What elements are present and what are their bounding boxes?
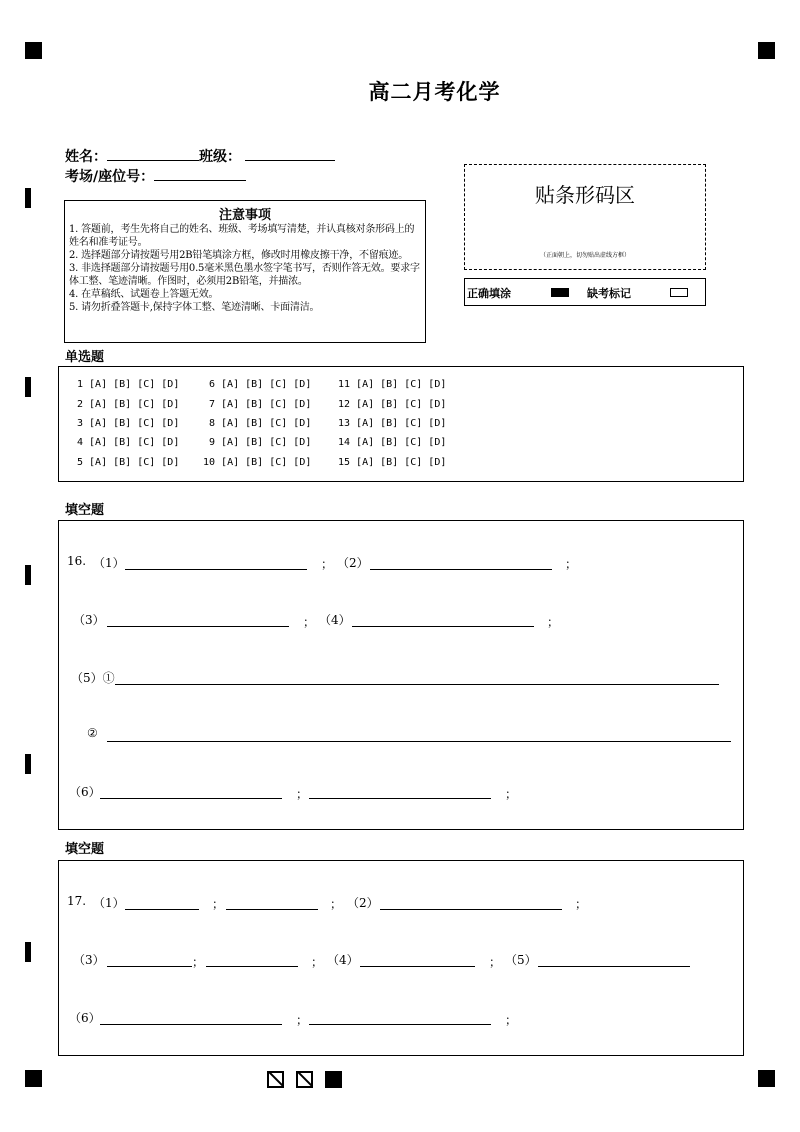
notice-item: 5. 请勿折叠答题卡,保持字体工整、笔迹清晰、卡面清洁。	[69, 302, 320, 313]
name-row	[65, 146, 335, 166]
q17-part3b-line[interactable]	[206, 966, 298, 967]
q16-answer-box	[58, 520, 744, 830]
correct-fill-label: 正确填涂	[467, 287, 511, 300]
q16-part5b-line[interactable]	[107, 741, 731, 742]
q17-part5-label: （5）	[505, 953, 537, 967]
corner-mark-top-right	[758, 42, 775, 59]
q16-part3-line[interactable]	[107, 626, 289, 627]
choice-row[interactable]: 9 [A] [B] [C] [D]	[209, 437, 312, 448]
semicolon: ；	[547, 615, 560, 629]
q17-answer-box	[58, 860, 744, 1056]
corner-mark-bottom-right	[758, 1070, 775, 1087]
choice-row[interactable]: 15 [A] [B] [C] [D]	[338, 457, 447, 468]
single-choice-box	[58, 366, 744, 482]
q17-part1-label: （1）	[93, 896, 125, 910]
single-choice-title: 单选题	[65, 350, 105, 365]
choice-row[interactable]: 3 [A] [B] [C] [D]	[77, 418, 180, 429]
choice-row[interactable]: 5 [A] [B] [C] [D]	[77, 457, 180, 468]
q16-section-title: 填空题	[65, 503, 105, 518]
correct-fill-sample	[551, 288, 569, 297]
notice-item: 3. 非选择题部分请按题号用0.5毫米黑色墨水签字笔书写，否则作答无效。要求字体工整、笔迹清晰。作图时，必须用2B铅笔，并描浓。	[69, 263, 420, 287]
page-title: 高二月考化学	[368, 80, 501, 104]
q16-part2-line[interactable]	[370, 569, 552, 570]
id-mark-hatched	[296, 1071, 313, 1088]
semicolon: ；	[212, 897, 225, 911]
q17-part1b-line[interactable]	[226, 909, 318, 910]
semicolon: ；	[505, 1013, 518, 1027]
id-mark-hatched	[267, 1071, 284, 1088]
name-label: 姓名：	[65, 149, 107, 165]
seat-label: 考场/座位号：	[65, 169, 155, 185]
q17-number: 17.	[67, 894, 87, 908]
q16-part4-label: （4）	[319, 613, 351, 627]
semicolon: ；	[296, 1013, 309, 1027]
semicolon: ；	[505, 787, 518, 801]
choice-row[interactable]: 1 [A] [B] [C] [D]	[77, 379, 180, 390]
absent-mark-label: 缺考标记	[587, 287, 631, 300]
semicolon: ；	[321, 557, 334, 571]
barcode-area	[464, 164, 706, 270]
choice-row[interactable]: 4 [A] [B] [C] [D]	[77, 437, 180, 448]
q17-part4-line[interactable]	[360, 966, 475, 967]
q16-part1-label: （1）	[93, 556, 125, 570]
choice-row[interactable]: 11 [A] [B] [C] [D]	[338, 379, 447, 390]
name-field[interactable]	[107, 147, 199, 161]
choice-row[interactable]: 2 [A] [B] [C] [D]	[77, 399, 180, 410]
timing-mark	[25, 377, 31, 397]
semicolon: ；	[489, 955, 502, 969]
q17-part6b-line[interactable]	[309, 1024, 491, 1025]
timing-mark	[25, 754, 31, 774]
q16-part6b-line[interactable]	[309, 798, 491, 799]
notice-item: 2. 选择题部分请按题号用2B铅笔填涂方框，修改时用橡皮擦干净，不留痕迹。	[69, 250, 409, 261]
semicolon: ；	[192, 955, 205, 969]
q17-part3a-line[interactable]	[107, 966, 192, 967]
q16-part5-label: （5）①	[71, 671, 115, 685]
fill-legend	[464, 278, 706, 306]
semicolon: ；	[330, 897, 343, 911]
timing-mark	[25, 565, 31, 585]
notice-box	[64, 200, 426, 343]
choice-row[interactable]: 14 [A] [B] [C] [D]	[338, 437, 447, 448]
corner-mark-bottom-left	[25, 1070, 42, 1087]
q17-part2-line[interactable]	[380, 909, 562, 910]
class-label: 班级：	[199, 149, 241, 165]
choice-row[interactable]: 8 [A] [B] [C] [D]	[209, 418, 312, 429]
q17-part4-label: （4）	[327, 953, 359, 967]
q17-part6-label: （6）	[69, 1011, 101, 1025]
barcode-hint: （正面朝上，切勿贴出虚线方框）	[539, 252, 630, 259]
q16-part6-label: （6）	[69, 785, 101, 799]
q17-section-title: 填空题	[65, 842, 105, 857]
q16-part2-label: （2）	[337, 556, 369, 570]
notice-item: 1. 答题前，考生先将自己的姓名、班级、考场填写清楚，并认真核对条形码上的姓名和准考证号。	[69, 224, 415, 248]
id-mark-solid	[325, 1071, 342, 1088]
semicolon: ；	[565, 557, 578, 571]
q16-part4-line[interactable]	[352, 626, 534, 627]
choice-row[interactable]: 6 [A] [B] [C] [D]	[209, 379, 312, 390]
q17-part6a-line[interactable]	[100, 1024, 282, 1025]
timing-mark	[25, 188, 31, 208]
q16-part1-line[interactable]	[125, 569, 307, 570]
corner-mark-top-left	[25, 42, 42, 59]
q16-part6a-line[interactable]	[100, 798, 282, 799]
q16-number: 16.	[67, 554, 87, 568]
choice-row[interactable]: 7 [A] [B] [C] [D]	[209, 399, 312, 410]
notice-item: 4. 在草稿纸、试题卷上答题无效。	[69, 289, 219, 300]
q17-part1a-line[interactable]	[125, 909, 199, 910]
seat-field[interactable]	[154, 167, 246, 181]
q17-part2-label: （2）	[347, 896, 379, 910]
choice-row[interactable]: 13 [A] [B] [C] [D]	[338, 418, 447, 429]
q16-part3-label: （3）	[73, 613, 105, 627]
q16-part5a-line[interactable]	[115, 684, 719, 685]
choice-row[interactable]: 10 [A] [B] [C] [D]	[203, 457, 312, 468]
semicolon: ；	[575, 897, 588, 911]
semicolon: ；	[296, 787, 309, 801]
choice-row[interactable]: 12 [A] [B] [C] [D]	[338, 399, 447, 410]
seat-row	[65, 166, 246, 186]
absent-mark-box[interactable]	[670, 288, 688, 297]
notice-title: 注意事项	[218, 208, 271, 223]
timing-mark	[25, 942, 31, 962]
q16-part5b-label: ②	[87, 726, 98, 740]
q17-part5-line[interactable]	[538, 966, 690, 967]
q17-part3-label: （3）	[73, 953, 105, 967]
class-field[interactable]	[245, 147, 335, 161]
semicolon: ；	[303, 615, 316, 629]
barcode-title: 贴条形码区	[535, 183, 635, 207]
semicolon: ；	[311, 955, 324, 969]
